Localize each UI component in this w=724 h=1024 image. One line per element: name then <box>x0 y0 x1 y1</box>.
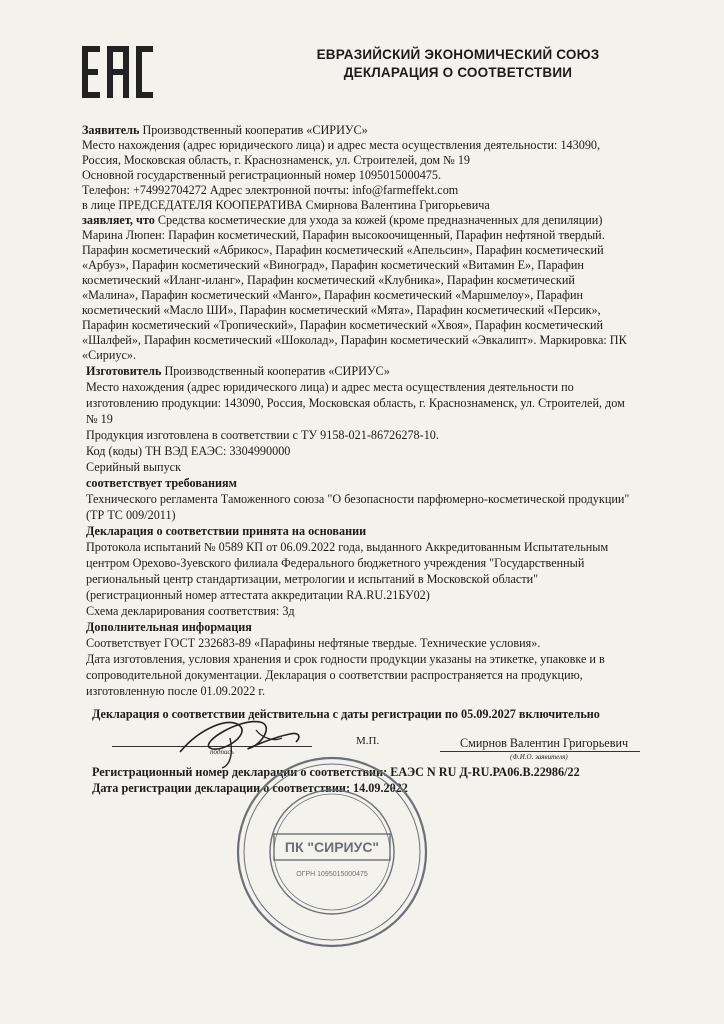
signature-caption: подпись <box>210 748 234 756</box>
header-union-title: ЕВРАЗИЙСКИЙ ЭКОНОМИЧЕСКИЙ СОЮЗ <box>316 47 600 62</box>
basis-scheme: Схема декларирования соответствия: 3д <box>86 604 295 618</box>
registration-date: 14.09.2022 <box>353 781 408 795</box>
product-line-2: Марина Люпен: Парафин косметический, Парафин высокоочищенный, Парафин нефтяной твердый. <box>82 228 605 242</box>
applicant-name: Производственный кооператив «СИРИУС» <box>139 123 368 137</box>
manufacturer-address-2: изготовлению продукции: 143090, Россия, Московская область, г. Краснознаменск, ул. Строителей, дом <box>86 396 625 410</box>
name-line <box>440 751 640 752</box>
fio-caption: (Ф.И.О. заявителя) <box>510 753 568 761</box>
product-line-7: косметический «Масло ШИ», Парафин косметический «Мята», Парафин косметический «Персик», <box>82 303 601 317</box>
manufacturer-line <box>86 364 390 378</box>
applicant-address-1: Место нахождения (адрес юридического лица) и адрес места осуществления деятельности: 143090, <box>82 138 601 152</box>
product-line-3: Парафин косметический «Абрикос», Парафин косметический «Апельсин», Парафин косметический <box>82 243 604 257</box>
product-line-8: Парафин косметический «Тропический», Парафин косметический «Хвоя», Парафин косметический <box>82 318 604 332</box>
additional-label: Дополнительная информация <box>86 620 252 634</box>
product-line-6: «Малина», Парафин косметический «Манго», Парафин косметический «Маршмелоу», Парафин <box>82 288 583 302</box>
applicant-line <box>82 123 368 137</box>
applicant-label: Заявитель <box>82 123 140 137</box>
stamp-place-label: М.П. <box>356 735 380 747</box>
basis-label: Декларация о соответствии принята на основании <box>86 524 367 538</box>
declares-line <box>82 213 602 227</box>
manufacturer-label: Изготовитель <box>86 364 162 378</box>
manufacturer-address-3: № 19 <box>86 412 113 426</box>
manufacturing-standard: Продукция изготовлена в соответствии с ТУ 9158-021-86726278-10. <box>86 428 439 442</box>
applicant-ogrn: Основной государственный регистрационный номер 1095015000475. <box>82 168 442 182</box>
company-seal <box>232 752 432 952</box>
registration-number-label: Регистрационный номер декларации о соответствии: <box>92 765 388 779</box>
manufacturer-name: Производственный кооператив «СИРИУС» <box>161 364 390 378</box>
signer-name: Смирнов Валентин Григорьевич <box>460 736 629 750</box>
header-declaration-title: ДЕКЛАРАЦИЯ О СООТВЕТСТВИИ <box>343 65 573 80</box>
applicant-address-2: Россия, Московская область, г. Краснознаменск, ул. Строителей, дом № 19 <box>82 153 471 167</box>
product-line-10: «Сириус». <box>82 348 137 362</box>
tn-ved-code: Код (коды) ТН ВЭД ЕАЭС: 3304990000 <box>86 444 291 458</box>
requirements-label: соответствует требованиям <box>86 476 237 490</box>
product-line-4: «Арбуз», Парафин косметический «Виноград», Парафин косметический «Витамин Е», Парафин <box>82 258 584 272</box>
registration-number: ЕАЭС N RU Д-RU.РА06.В.22986/22 <box>390 765 580 779</box>
requirements-line-2: (ТР ТС 009/2011) <box>86 508 176 522</box>
seal-center-text: ПК "СИРИУС" <box>284 839 380 855</box>
applicant-contacts: Телефон: +74992704272 Адрес электронной почты: info@farmeffekt.com <box>82 183 459 197</box>
requirements-line-1: Технического регламента Таможенного союза "О безопасности парфюмерно-косметической продукции" <box>86 492 630 506</box>
document-header <box>248 46 668 82</box>
seal-ogrn-text: ОГРН 1095015000475 <box>296 871 368 878</box>
validity-statement: Декларация о соответствии действительна с даты регистрации по 05.09.2027 включительно <box>92 707 600 721</box>
additional-line-3: сопроводительной документации. Декларация о соответствии распространяется на продукцию, <box>86 668 583 682</box>
basis-line-3: региональный центр стандартизации, метрологии и испытаний в Московской области" <box>86 572 539 586</box>
applicant-representative: в лице ПРЕДСЕДАТЕЛЯ КООПЕРАТИВА Смирнова Валентина Григорьевича <box>82 198 490 212</box>
product-line-5: косметический «Иланг-иланг», Парафин косметический «Клубника», Парафин косметический <box>82 273 575 287</box>
basis-line-2: центром Орехово-Зуевского филиала Федерального бюджетного учреждения "Государственный <box>86 556 585 570</box>
additional-line-4: изготовленную после 01.09.2022 г. <box>86 684 266 698</box>
registration-date-label: Дата регистрации декларации о соответствии: <box>92 781 350 795</box>
product-line-9: «Шалфей», Парафин косметический «Шоколад», Парафин косметический «Эвкалипт». Маркировка: ПК <box>82 333 627 347</box>
eac-logo <box>82 44 154 100</box>
manufacturer-address-1: Место нахождения (адрес юридического лица) и адрес места осуществления деятельности по <box>86 380 574 394</box>
additional-line-1: Соответствует ГОСТ 232683-89 «Парафины нефтяные твердые. Технические условия». <box>86 636 541 650</box>
additional-line-2: Дата изготовления, условия хранения и срок годности продукции указаны на этикетке, упаковке и в <box>86 652 605 666</box>
basis-line-4: (регистрационный номер аттестата аккредитации RA.RU.21БУ02) <box>86 588 430 602</box>
declares-label: заявляет, что <box>82 213 155 227</box>
serial-production: Серийный выпуск <box>86 460 181 474</box>
basis-line-1: Протокола испытаний № 0589 КП от 06.09.2022 года, выданного Аккредитованным Испытательным <box>86 540 609 554</box>
declares-product: Средства косметические для ухода за кожей (кроме предназначенных для депиляции) <box>154 213 603 227</box>
